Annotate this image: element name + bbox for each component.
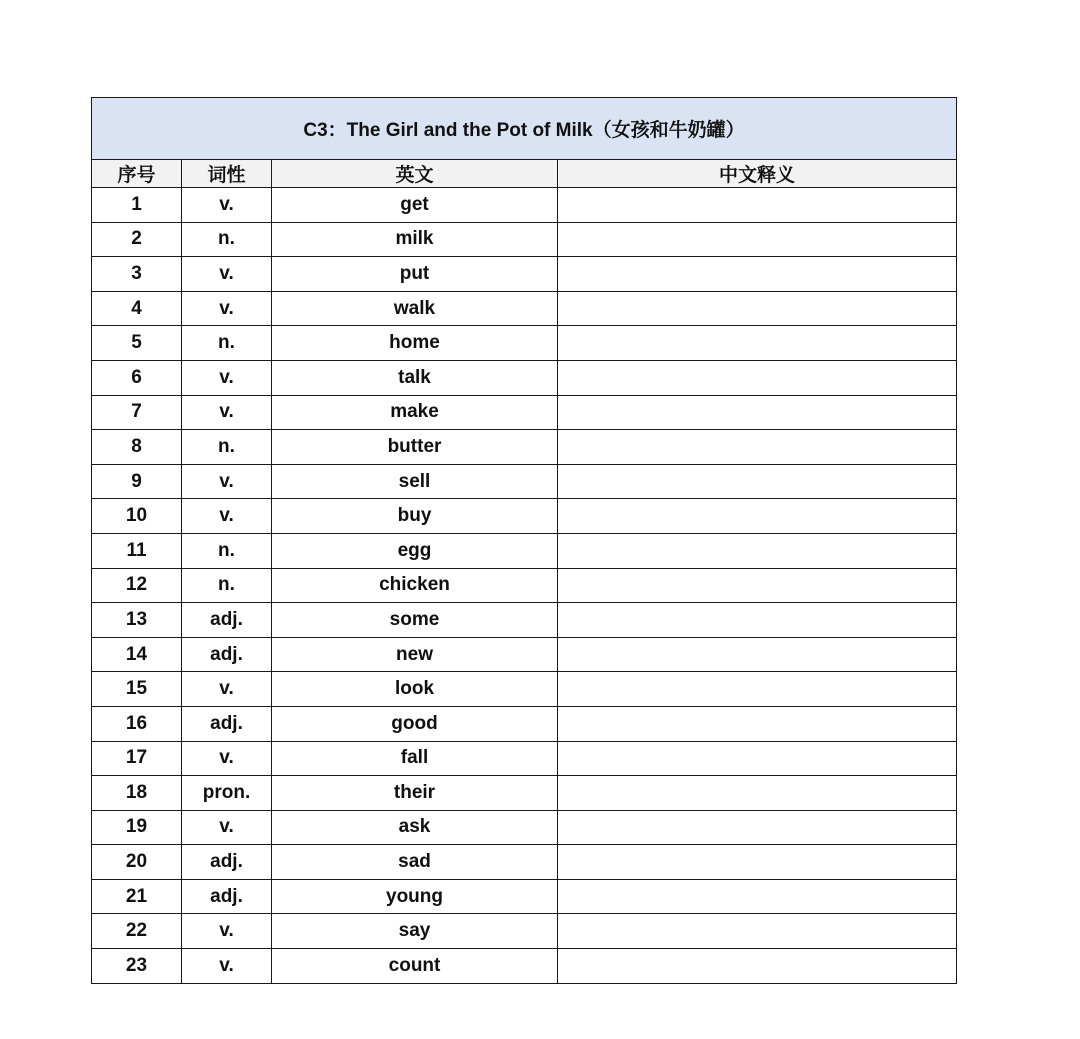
row-part-of-speech-cell: v. [182, 741, 272, 776]
row-english-cell: sell [272, 464, 558, 499]
header-english: 英文 [272, 160, 558, 188]
table-row [92, 949, 957, 984]
table-row [92, 568, 957, 603]
row-number-cell: 15 [92, 672, 182, 707]
row-chinese-cell[interactable] [558, 637, 957, 672]
row-number-cell: 9 [92, 464, 182, 499]
header-chinese: 中文释义 [558, 160, 957, 188]
row-chinese-cell[interactable] [558, 188, 957, 223]
row-english-cell: fall [272, 741, 558, 776]
row-english-cell: look [272, 672, 558, 707]
row-part-of-speech-cell: n. [182, 568, 272, 603]
row-chinese-cell[interactable] [558, 672, 957, 707]
row-part-of-speech-cell: v. [182, 672, 272, 707]
row-english-cell: new [272, 637, 558, 672]
table-title: C3：The Girl and the Pot of Milk（女孩和牛奶罐） [92, 98, 957, 160]
table-row [92, 603, 957, 638]
row-part-of-speech-cell: n. [182, 430, 272, 465]
row-number-cell: 23 [92, 949, 182, 984]
table-row [92, 879, 957, 914]
table-row [92, 914, 957, 949]
row-english-cell: sad [272, 845, 558, 880]
row-chinese-cell[interactable] [558, 810, 957, 845]
row-english-cell: get [272, 188, 558, 223]
row-number-cell: 5 [92, 326, 182, 361]
table-row [92, 672, 957, 707]
row-english-cell: say [272, 914, 558, 949]
row-part-of-speech-cell: v. [182, 949, 272, 984]
row-chinese-cell[interactable] [558, 914, 957, 949]
row-part-of-speech-cell: v. [182, 257, 272, 292]
table-row [92, 637, 957, 672]
row-part-of-speech-cell: v. [182, 395, 272, 430]
row-number-cell: 1 [92, 188, 182, 223]
row-number-cell: 6 [92, 360, 182, 395]
row-english-cell: egg [272, 533, 558, 568]
row-part-of-speech-cell: pron. [182, 776, 272, 811]
row-chinese-cell[interactable] [558, 568, 957, 603]
table-row [92, 222, 957, 257]
table-row [92, 776, 957, 811]
row-part-of-speech-cell: n. [182, 326, 272, 361]
row-chinese-cell[interactable] [558, 879, 957, 914]
row-chinese-cell[interactable] [558, 603, 957, 638]
row-part-of-speech-cell: adj. [182, 706, 272, 741]
row-chinese-cell[interactable] [558, 533, 957, 568]
table-row [92, 326, 957, 361]
row-part-of-speech-cell: adj. [182, 845, 272, 880]
row-english-cell: some [272, 603, 558, 638]
header-part-of-speech: 词性 [182, 160, 272, 188]
table-row [92, 395, 957, 430]
row-chinese-cell[interactable] [558, 222, 957, 257]
row-part-of-speech-cell: v. [182, 810, 272, 845]
row-chinese-cell[interactable] [558, 360, 957, 395]
row-chinese-cell[interactable] [558, 499, 957, 534]
row-english-cell: good [272, 706, 558, 741]
row-part-of-speech-cell: v. [182, 464, 272, 499]
row-part-of-speech-cell: v. [182, 188, 272, 223]
row-part-of-speech-cell: n. [182, 222, 272, 257]
table-row [92, 741, 957, 776]
table-row [92, 257, 957, 292]
row-number-cell: 4 [92, 291, 182, 326]
row-number-cell: 14 [92, 637, 182, 672]
table-row [92, 533, 957, 568]
row-number-cell: 8 [92, 430, 182, 465]
row-english-cell: young [272, 879, 558, 914]
table-row [92, 360, 957, 395]
row-chinese-cell[interactable] [558, 949, 957, 984]
row-chinese-cell[interactable] [558, 706, 957, 741]
row-english-cell: walk [272, 291, 558, 326]
row-english-cell: their [272, 776, 558, 811]
row-chinese-cell[interactable] [558, 845, 957, 880]
row-english-cell: buy [272, 499, 558, 534]
table-row [92, 430, 957, 465]
row-part-of-speech-cell: adj. [182, 603, 272, 638]
row-english-cell: butter [272, 430, 558, 465]
row-number-cell: 12 [92, 568, 182, 603]
row-part-of-speech-cell: v. [182, 291, 272, 326]
row-english-cell: chicken [272, 568, 558, 603]
row-chinese-cell[interactable] [558, 257, 957, 292]
row-chinese-cell[interactable] [558, 395, 957, 430]
row-number-cell: 17 [92, 741, 182, 776]
row-part-of-speech-cell: adj. [182, 879, 272, 914]
header-number: 序号 [92, 160, 182, 188]
row-number-cell: 16 [92, 706, 182, 741]
table-row [92, 291, 957, 326]
table-row [92, 499, 957, 534]
table-row [92, 706, 957, 741]
row-chinese-cell[interactable] [558, 291, 957, 326]
table-body [92, 188, 957, 984]
row-english-cell: ask [272, 810, 558, 845]
row-part-of-speech-cell: v. [182, 360, 272, 395]
row-number-cell: 19 [92, 810, 182, 845]
table-row [92, 845, 957, 880]
row-part-of-speech-cell: adj. [182, 637, 272, 672]
row-chinese-cell[interactable] [558, 326, 957, 361]
row-number-cell: 21 [92, 879, 182, 914]
row-chinese-cell[interactable] [558, 464, 957, 499]
row-number-cell: 2 [92, 222, 182, 257]
row-part-of-speech-cell: v. [182, 499, 272, 534]
row-english-cell: milk [272, 222, 558, 257]
table-header-row [92, 160, 957, 188]
row-number-cell: 22 [92, 914, 182, 949]
row-english-cell: home [272, 326, 558, 361]
table-row [92, 464, 957, 499]
row-number-cell: 3 [92, 257, 182, 292]
row-english-cell: talk [272, 360, 558, 395]
row-english-cell: count [272, 949, 558, 984]
row-part-of-speech-cell: v. [182, 914, 272, 949]
row-number-cell: 18 [92, 776, 182, 811]
table-title-row [92, 98, 957, 160]
table-row [92, 810, 957, 845]
table-row [92, 188, 957, 223]
row-number-cell: 10 [92, 499, 182, 534]
row-chinese-cell[interactable] [558, 776, 957, 811]
vocabulary-table [91, 97, 957, 984]
row-number-cell: 7 [92, 395, 182, 430]
row-number-cell: 13 [92, 603, 182, 638]
row-english-cell: put [272, 257, 558, 292]
row-english-cell: make [272, 395, 558, 430]
row-chinese-cell[interactable] [558, 430, 957, 465]
row-number-cell: 20 [92, 845, 182, 880]
row-chinese-cell[interactable] [558, 741, 957, 776]
row-part-of-speech-cell: n. [182, 533, 272, 568]
row-number-cell: 11 [92, 533, 182, 568]
